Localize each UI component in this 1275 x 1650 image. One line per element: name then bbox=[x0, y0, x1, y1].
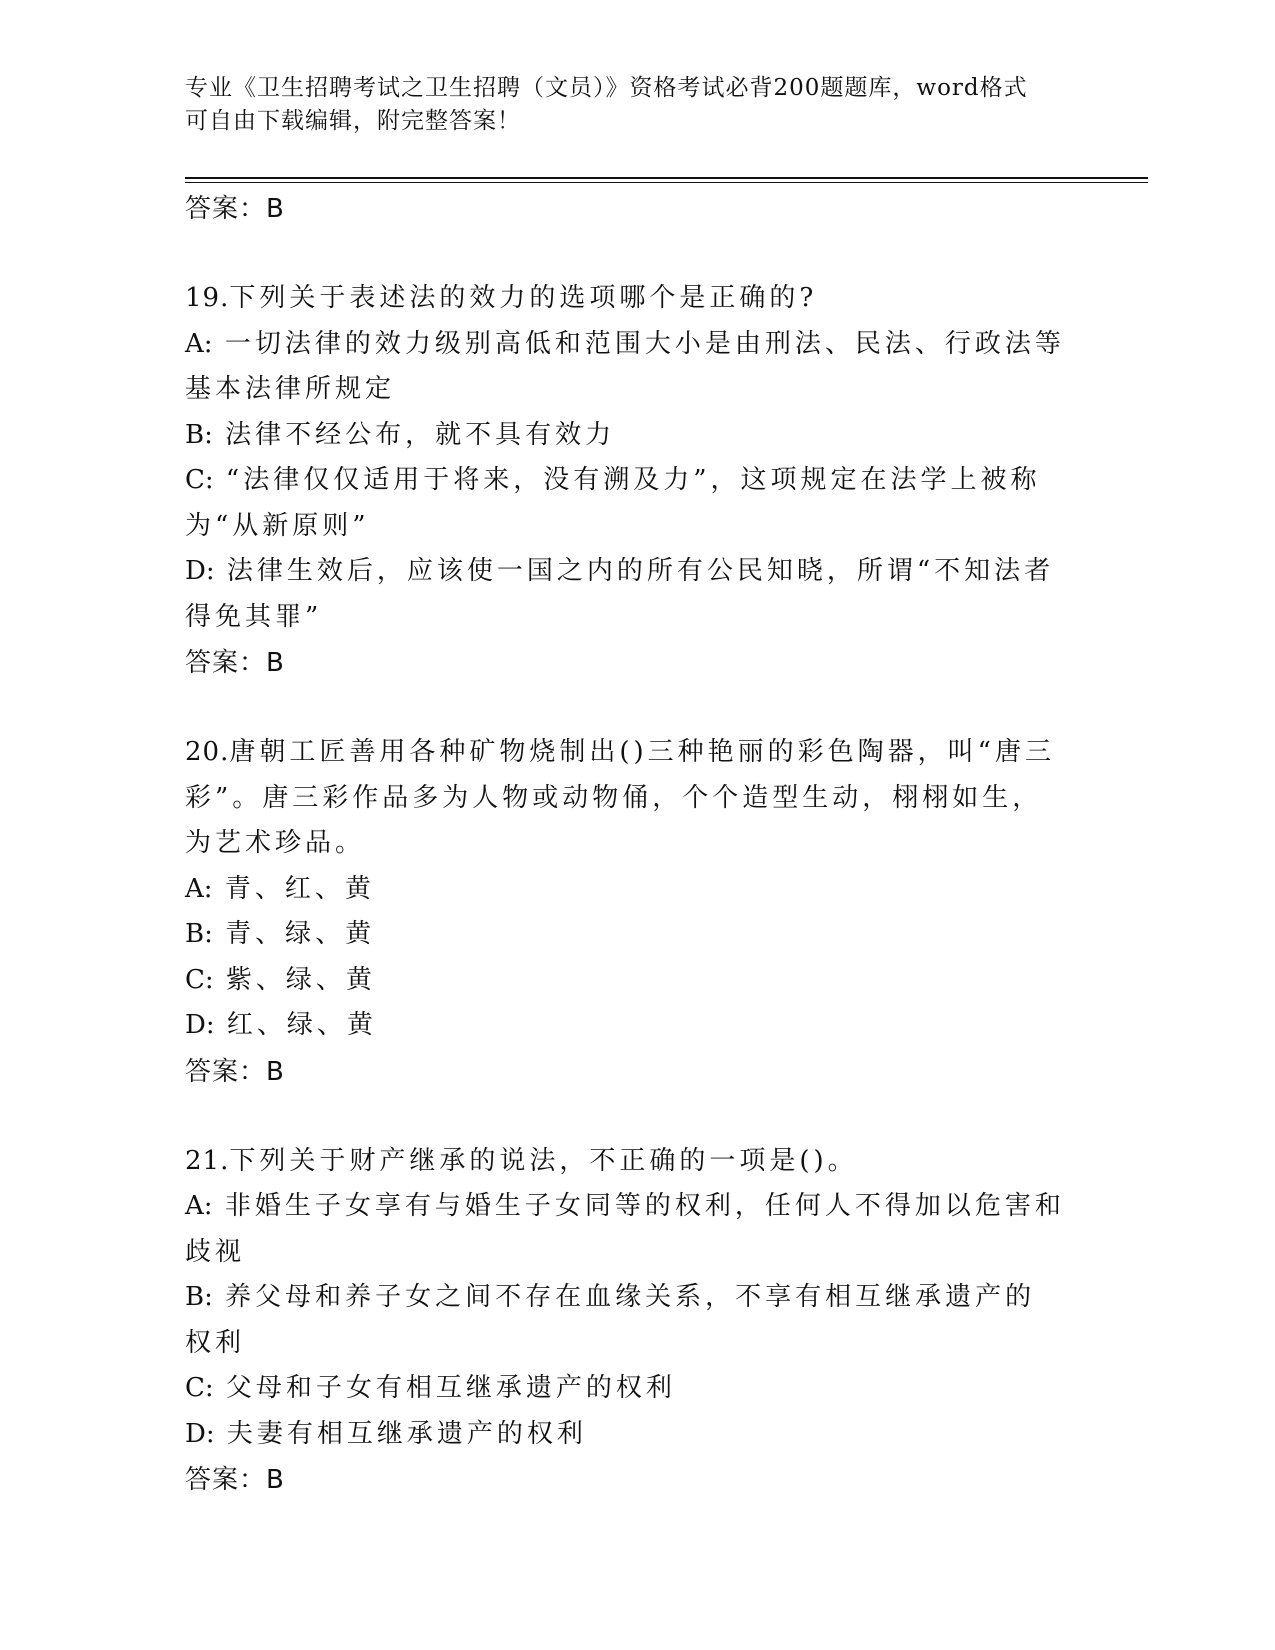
option-text: 红、绿、黄 bbox=[226, 1010, 377, 1040]
question-21 bbox=[185, 1139, 1065, 1504]
question-stem bbox=[185, 1139, 1065, 1185]
document-header bbox=[185, 72, 1065, 138]
question-number: 21. bbox=[185, 1145, 230, 1176]
option-text: 法律生效后，应该使一国之内的所有公民知晓，所谓“不知法者得免其罪” bbox=[185, 556, 1055, 632]
option-letter: C: bbox=[185, 465, 214, 495]
option-text: 养父母和养子女之间不存在血缘关系，不享有相互继承遗产的权利 bbox=[185, 1282, 1036, 1358]
option-text: 父母和子女有相互继承遗产的权利 bbox=[225, 1373, 676, 1403]
question-stem bbox=[185, 730, 1065, 867]
answer-line: 答案：B bbox=[185, 1056, 285, 1087]
option-letter: D: bbox=[185, 1418, 215, 1449]
option-a bbox=[185, 1184, 1065, 1275]
option-letter: C: bbox=[185, 1373, 214, 1403]
option-text: 非婚生子女享有与婚生子女同等的权利，任何人不得加以危害和歧视 bbox=[185, 1191, 1065, 1267]
header-divider-thin bbox=[185, 182, 1148, 183]
option-a bbox=[185, 322, 1065, 413]
option-letter: D: bbox=[185, 1010, 215, 1040]
option-b bbox=[185, 1275, 1065, 1366]
question-text: 唐朝工匠善用各种矿物烧制出()三种艳丽的彩色陶器，叫“唐三彩”。唐三彩作品多为人物或动物俑，个个造型生动，栩栩如生，为艺术珍品。 bbox=[185, 737, 1055, 858]
option-letter: A: bbox=[185, 873, 213, 904]
question-number: 19. bbox=[185, 283, 230, 313]
option-text: 青、绿、黄 bbox=[225, 919, 376, 949]
answer-line: 答案：B bbox=[185, 648, 285, 678]
document-body bbox=[185, 186, 1065, 1503]
question-text: 下列关于财产继承的说法，不正确的一项是()。 bbox=[229, 1145, 858, 1176]
option-a bbox=[185, 867, 1065, 913]
option-letter: B: bbox=[185, 1282, 213, 1312]
option-text: 一切法律的效力级别高低和范围大小是由刑法、民法、行政法等基本法律所规定 bbox=[185, 328, 1065, 404]
option-letter: D: bbox=[185, 556, 215, 586]
question-19 bbox=[185, 276, 1065, 686]
option-text: 法律不经公布，就不具有效力 bbox=[225, 419, 616, 450]
answer-line: 答案：B bbox=[185, 194, 285, 224]
option-letter: B: bbox=[185, 419, 213, 450]
option-b bbox=[185, 413, 1065, 459]
option-text: 紫、绿、黄 bbox=[225, 964, 376, 995]
option-d bbox=[185, 549, 1065, 640]
question-20 bbox=[185, 730, 1065, 1095]
header-line-1: 专业《卫生招聘考试之卫生招聘（文员）》资格考试必背200题题库，word格式 bbox=[185, 75, 1028, 101]
header-divider-thick bbox=[185, 177, 1148, 179]
question-number: 20. bbox=[185, 737, 230, 767]
option-text: 青、红、黄 bbox=[224, 873, 375, 904]
option-letter: A: bbox=[185, 1191, 213, 1221]
question-stem bbox=[185, 276, 1065, 322]
option-text: “法律仅仅适用于将来，没有溯及力”，这项规定在法学上被称为“从新原则” bbox=[185, 465, 1041, 541]
option-c bbox=[185, 1366, 1065, 1412]
header-line-2: 可自由下载编辑，附完整答案！ bbox=[185, 108, 521, 134]
option-letter: B: bbox=[185, 919, 213, 949]
option-d bbox=[185, 1003, 1065, 1049]
option-text: 夫妻有相互继承遗产的权利 bbox=[226, 1418, 587, 1449]
option-c bbox=[185, 458, 1065, 549]
option-c bbox=[185, 958, 1065, 1004]
answer-line: 答案：B bbox=[185, 1465, 285, 1495]
option-d bbox=[185, 1412, 1065, 1458]
option-b bbox=[185, 912, 1065, 958]
question-text: 下列关于表述法的效力的选项哪个是正确的? bbox=[229, 283, 818, 313]
option-letter: A: bbox=[185, 328, 213, 359]
option-letter: C: bbox=[185, 964, 214, 995]
